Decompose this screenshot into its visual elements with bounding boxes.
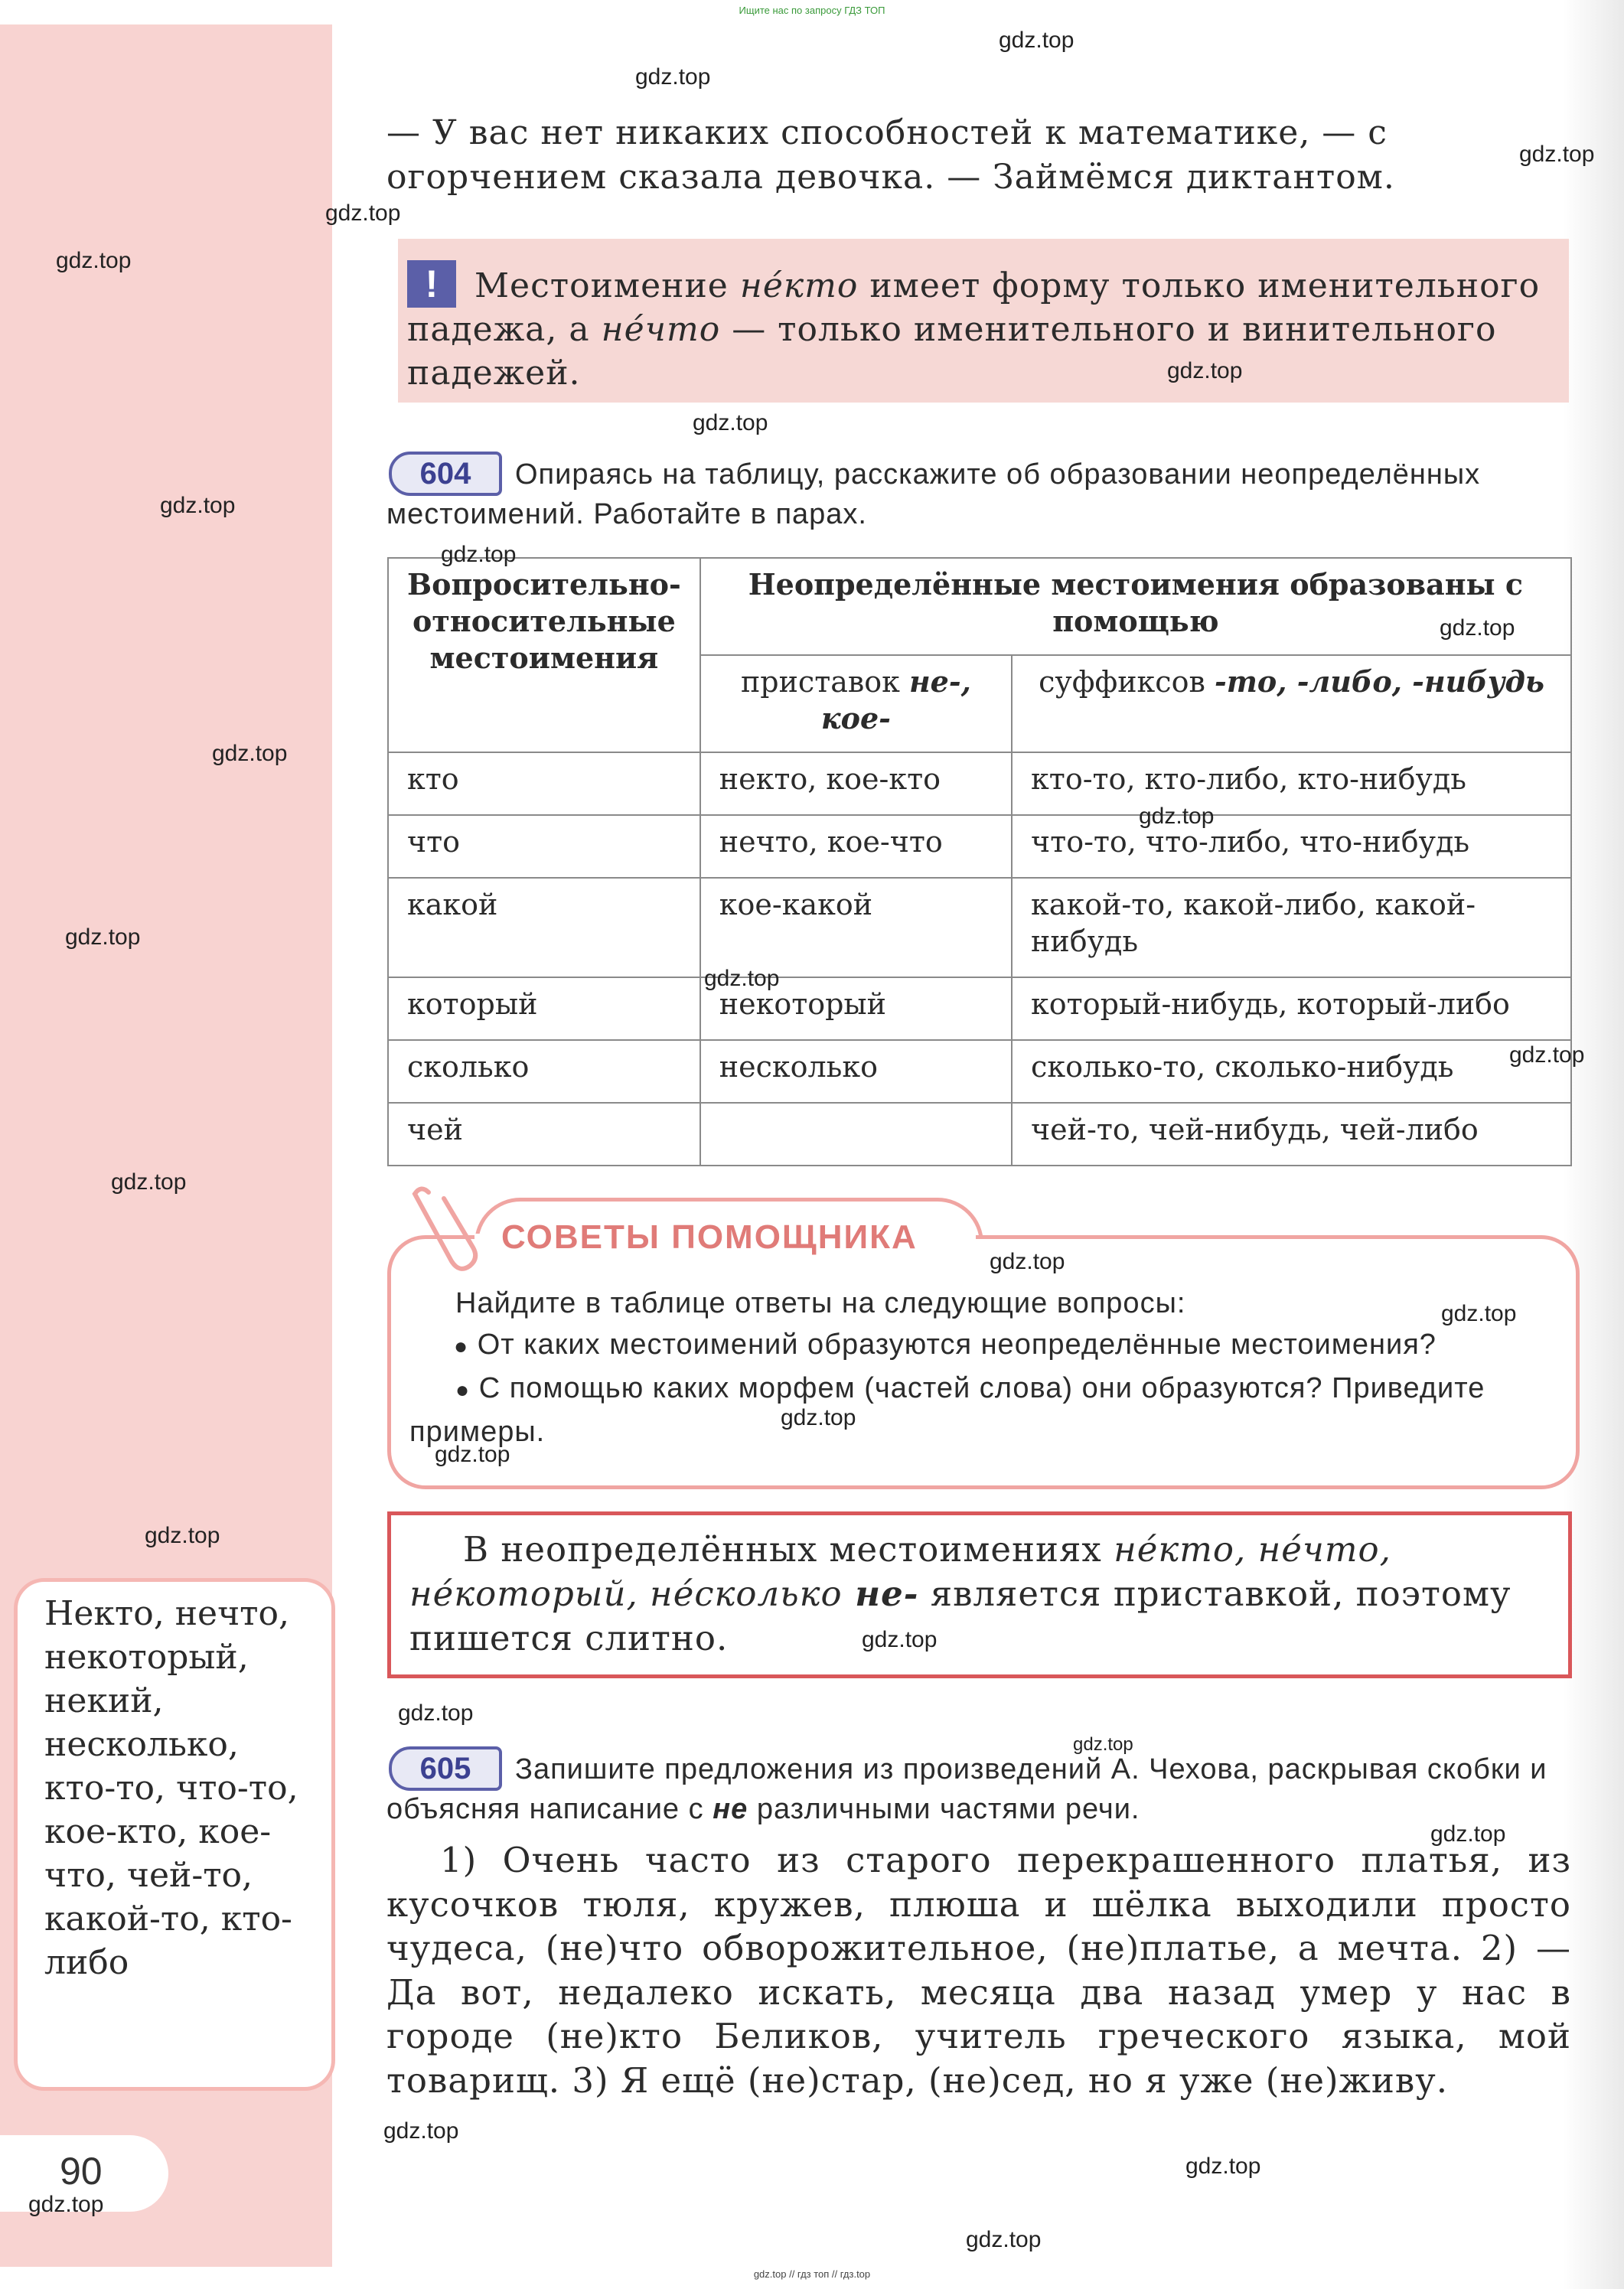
rule-text-ne-prefix: В неопределённых местоимениях не́кто, не́что, не́который, не́сколько не- является приставкой, поэтому пишется слитно. [409, 1529, 1511, 1658]
watermark: gdz.top [56, 248, 132, 273]
header-note: Ищите нас по запросу ГДЗ ТОП [739, 5, 885, 16]
watermark: gdz.top [145, 1523, 220, 1548]
watermark: gdz.top [693, 410, 768, 435]
paperclip-icon [406, 1177, 490, 1277]
table-subheader-prefix: приставок не-, кое- [700, 655, 1012, 752]
watermark: gdz.top [635, 64, 711, 90]
pronoun-table [387, 557, 1572, 1166]
cell-suffix: чей-то, чей-нибудь, чей-либо [1012, 1103, 1571, 1166]
cell-base: который [388, 977, 700, 1040]
watermark: gdz.top [111, 1169, 187, 1195]
footer-note: gdz.top // гдз топ // гдз.top [753, 2268, 871, 2280]
cell-base: что [388, 815, 700, 878]
cell-prefix: некто, кое-кто [700, 752, 1012, 815]
watermark: gdz.top [1167, 358, 1243, 383]
watermark: gdz.top [383, 2118, 459, 2144]
advice-question: ● С помощью каких морфем (частей слова) они образуются? Приведите примеры. [409, 1372, 1485, 1448]
table-row [388, 878, 1571, 977]
cell-prefix: кое-какой [700, 878, 1012, 977]
watermark: gdz.top [990, 1249, 1065, 1274]
cell-suffix: сколько-то, сколько-нибудь [1012, 1040, 1571, 1103]
watermark: gdz.top [862, 1627, 938, 1652]
table-row [388, 977, 1571, 1040]
watermark: gdz.top [1519, 142, 1595, 167]
advice-question: ● От каких местоимений образуются неопределённые местоимения? [454, 1329, 1436, 1361]
watermark: gdz.top [966, 2227, 1042, 2252]
advice-title: СОВЕТЫ ПОМОЩНИКА [501, 1218, 918, 1256]
exercise-605-text: 1) Очень часто из старого перекрашенного платья, из кусочков тюля, кружев, плюша и шёлка выходили просто чудеса, (не)что обворожительное, (не)платье, а мечта. 2) — Да вот, недалеко искать, месяца два назад умер у нас в городе (не)кто Беликов, учитель греческого языка, мой товарищ. 3) Я ещё (не)стар, (не)сед, но я уже (не)живу. [386, 1840, 1571, 2101]
table-row [388, 1040, 1571, 1103]
cell-prefix: нечто, кое-что [700, 815, 1012, 878]
watermark: gdz.top [1139, 804, 1215, 829]
cell-base: чей [388, 1103, 700, 1166]
cell-prefix: несколько [700, 1040, 1012, 1103]
exercise-605-task: Запишите предложения из произведений А. Чехова, раскрывая скобки и объясняя написание с не различными частями речи. [386, 1753, 1547, 1825]
watermark: gdz.top [704, 966, 780, 991]
watermark: gdz.top [398, 1700, 474, 1726]
watermark: gdz.top [1073, 1734, 1133, 1755]
advice-text: Найдите в таблице ответы на следующие вопросы: ● От каких местоимений образуются неопределённые местоимения? ● С помощью каких морфем (частей слова) они образуются? Приведите примеры. [409, 1283, 1550, 1453]
watermark: gdz.top [781, 1405, 856, 1430]
table-row [388, 815, 1571, 878]
watermark: gdz.top [325, 201, 401, 226]
cell-suffix: кто-то, кто-либо, кто-нибудь [1012, 752, 1571, 815]
watermark: gdz.top [1441, 1301, 1517, 1326]
cell-suffix: который-нибудь, который-либо [1012, 977, 1571, 1040]
table-row [388, 1103, 1571, 1166]
watermark: gdz.top [1440, 615, 1515, 641]
watermark: gdz.top [999, 28, 1075, 53]
exercise-number-604: 604 [389, 452, 502, 496]
watermark: gdz.top [1430, 1821, 1506, 1847]
exclamation-icon: ! [407, 260, 456, 308]
cell-suffix: какой-то, какой-либо, какой-нибудь [1012, 878, 1571, 977]
page-edge-shadow [1563, 0, 1624, 2289]
rule-text-nekto: Местоимение не́кто имеет форму только именительного падежа, а не́что — только именительного и винительного падежей. [407, 266, 1541, 393]
cell-suffix: что-то, что-либо, что-нибудь [1012, 815, 1571, 878]
table-subheader-suffix: суффиксов -то, -либо, -нибудь [1012, 655, 1571, 752]
page-number: 90 [60, 2150, 103, 2193]
intro-paragraph: — У вас нет никаких способностей к математике, — с огорчением сказала девочка. — Займёмся диктантом. [386, 113, 1395, 197]
cell-prefix: некоторый [700, 977, 1012, 1040]
exercise-number-605: 605 [389, 1746, 502, 1791]
sidebar-words: Некто, нечто, некоторый, некий, несколько, кто-то, что-то, кое-кто, кое-что, чей-то, какой-то, кто-либо [44, 1594, 298, 1982]
watermark: gdz.top [1509, 1042, 1585, 1068]
table-header-base: Вопросительно-относительные местоимения [388, 558, 700, 752]
watermark: gdz.top [1185, 2154, 1261, 2179]
cell-base: сколько [388, 1040, 700, 1103]
watermark: gdz.top [65, 924, 141, 950]
exercise-604-task: Опираясь на таблицу, расскажите об образовании неопределённых местоимений. Работайте в парах. [386, 458, 1481, 530]
cell-base: кто [388, 752, 700, 815]
cell-base: какой [388, 878, 700, 977]
watermark: gdz.top [441, 542, 517, 567]
watermark: gdz.top [212, 741, 288, 766]
watermark: gdz.top [160, 493, 236, 518]
watermark: gdz.top [435, 1442, 510, 1467]
cell-prefix [700, 1103, 1012, 1166]
table-header-group: Неопределённые местоимения образованы с помощью [700, 558, 1571, 655]
watermark: gdz.top [28, 2192, 104, 2217]
table-row [388, 752, 1571, 815]
